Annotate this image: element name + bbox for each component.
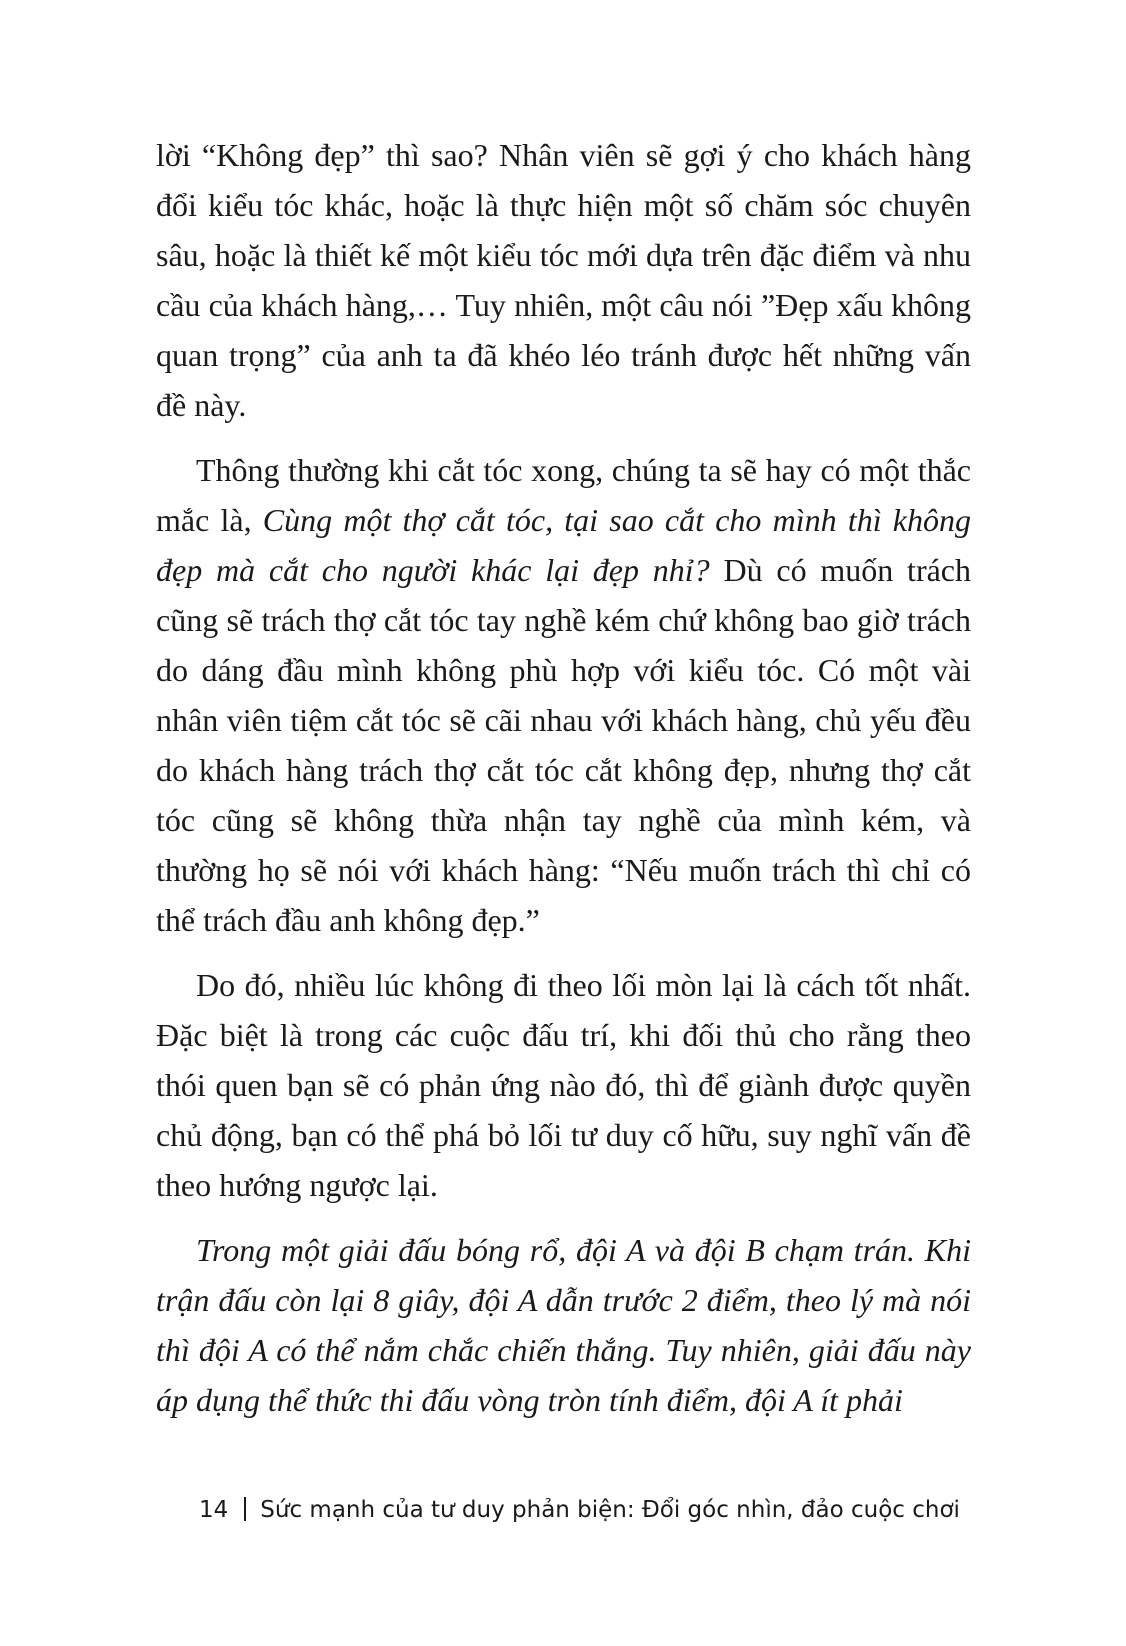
book-title: Sức mạnh của tư duy phản biện: Đổi góc nhìn, đảo cuộc chơi	[260, 1497, 960, 1523]
paragraph-3: Do đó, nhiều lúc không đi theo lối mòn lại là cách tốt nhất. Đặc biệt là trong các cuộc đấu trí, khi đối thủ cho rằng theo thói quen bạn sẽ có phản ứng nào đó, thì để giành được quyền chủ động, bạn có thể phá bỏ lối tư duy cố hữu, suy nghĩ vấn đề theo hướng ngược lại.	[156, 967, 971, 1203]
paragraph-2-end: Dù có muốn trách cũng sẽ trách thợ cắt tóc tay nghề kém chứ không bao giờ trách do dáng đầu mình không phù hợp với kiểu tóc. Có một vài nhân viên tiệm cắt tóc sẽ cãi nhau với khách hàng, chủ yếu đều do khách hàng trách thợ cắt tóc cắt không đẹp, nhưng thợ cắt tóc cũng sẽ không thừa nhận tay nghề của mình kém, và thường họ sẽ nói với khách hàng: “Nếu muốn trách thì chỉ có thể trách đầu anh không đẹp.”	[156, 552, 972, 938]
footer-separator	[244, 1497, 246, 1521]
paragraph-2-italic-question: Cùng một thợ cắt tóc, tại sao cắt cho mình thì không đẹp mà cắt cho người khác lại đẹp nhỉ?	[156, 502, 972, 588]
page-footer	[199, 1495, 960, 1525]
paragraph-1: lời “Không đẹp” thì sao? Nhân viên sẽ gợi ý cho khách hàng đổi kiểu tóc khác, hoặc là thực hiện một số chăm sóc chuyên sâu, hoặc là thiết kế một kiểu tóc mới dựa trên đặc điểm và nhu cầu của khách hàng,… Tuy nhiên, một câu nói ”Đẹp xấu không quan trọng” của anh ta đã khéo léo tránh được hết những vấn đề này.	[156, 137, 971, 423]
paragraph-2-start: Thông thường khi cắt tóc xong, chúng ta sẽ hay có một thắc mắc là,	[156, 452, 971, 538]
paragraph-4-italic: Trong một giải đấu bóng rổ, đội A và đội B chạm trán. Khi trận đấu còn lại 8 giây, đội A dẫn trước 2 điểm, theo lý mà nói thì đội A có thể nắm chắc chiến thắng. Tuy nhiên, giải đấu này áp dụng thể thức thi đấu vòng tròn tính điểm, đội A ít phải	[156, 1232, 971, 1418]
page-number: 14	[199, 1497, 229, 1523]
paragraph-2	[156, 445, 971, 945]
page-body	[156, 130, 971, 1440]
